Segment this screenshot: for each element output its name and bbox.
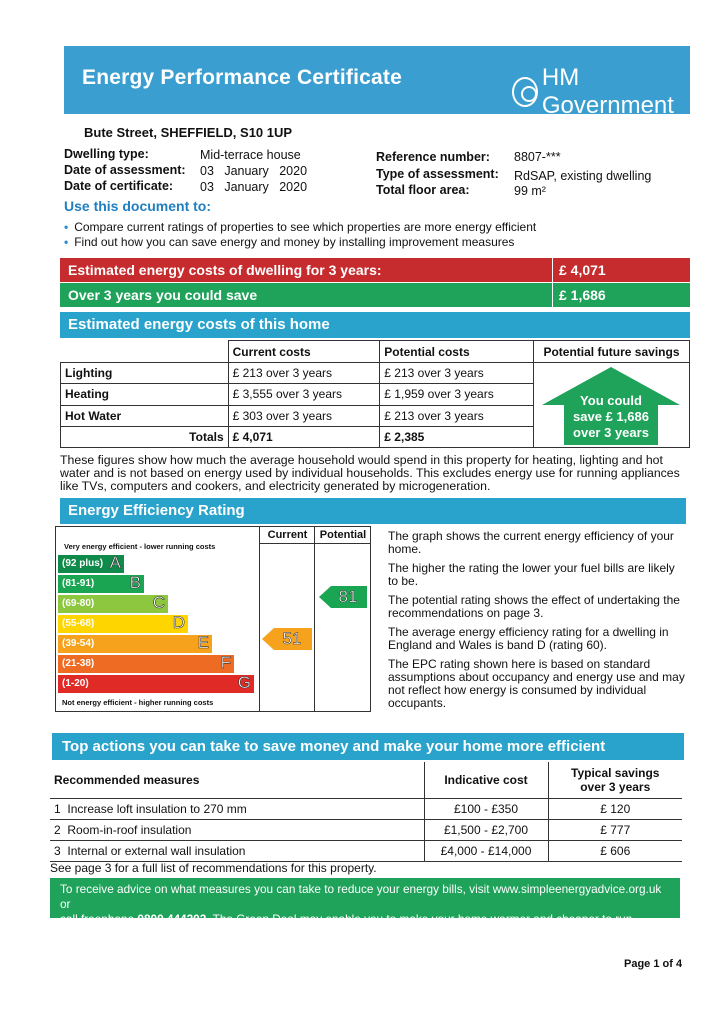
- costs-bar: [60, 258, 552, 282]
- totals-current: £ 4,071: [228, 426, 380, 447]
- rating-paragraph: The higher the rating the lower your fuel bills are likely to be.: [388, 561, 675, 588]
- save-bar: [60, 283, 552, 307]
- row-label: Hot Water: [61, 405, 229, 426]
- band-letter: C: [152, 593, 165, 612]
- rating-chart: [55, 526, 371, 712]
- save-bar-label: Over 3 years you could save: [68, 287, 258, 303]
- advice-line: [60, 912, 670, 927]
- col-savings-line: over 3 years: [580, 779, 651, 794]
- floor-area-label: Total floor area:: [376, 183, 470, 197]
- use-heading: Use this document to:: [64, 198, 212, 214]
- measure-text: Room-in-roof insulation: [67, 822, 192, 837]
- assessment-date-value: 03 January 2020: [200, 164, 308, 178]
- reference-label: Reference number:: [376, 150, 490, 164]
- advice-text: . The Green Deal may enable you to make your home warmer and cheaper to run.: [206, 912, 636, 926]
- potential-cost-cell: £ 213 over 3 years: [380, 405, 534, 426]
- actions-table: [50, 762, 682, 862]
- costs-bar-label: Estimated energy costs of dwelling for 3 years:: [68, 262, 382, 278]
- save-bar-value: £ 1,686: [559, 287, 606, 303]
- rating-band-g: [58, 675, 254, 693]
- chart-divider: [259, 527, 260, 711]
- band-range: (1-20): [62, 678, 89, 689]
- saving-cell: £ 777: [548, 819, 682, 840]
- use-bullet-text: Find out how you can save energy and money by installing improvement measures: [74, 235, 515, 249]
- rating-explanation: [388, 530, 686, 710]
- costs-note: These figures show how much the average household would spend in this property for heating, lighting and hot water and is not based on energy used by individual households. This excludes energy use for running appliances like TVs, computers and cookers, and electricity generated by microgeneration.: [60, 453, 680, 493]
- chart-divider: [259, 543, 371, 544]
- assessment-type-label: Type of assessment:: [376, 167, 499, 181]
- rating-bottom-note: Not energy efficient - higher running costs: [62, 698, 214, 707]
- col-future-savings: Potential future savings: [533, 341, 689, 363]
- measure-cell: [50, 819, 424, 840]
- rating-section-heading: Energy Efficiency Rating: [60, 498, 686, 524]
- col-savings: [548, 762, 682, 798]
- use-bullet-text: Compare current ratings of properties to see which properties are more energy efficient: [74, 220, 537, 234]
- measure-cell: [50, 840, 424, 861]
- row-label: Heating: [61, 384, 229, 405]
- totals-label: Totals: [61, 426, 229, 447]
- potential-rating-value: 81: [338, 587, 358, 606]
- band-letter: E: [197, 633, 209, 652]
- current-cost-cell: £ 3,555 over 3 years: [228, 384, 380, 405]
- page-number: Page 1 of 4: [624, 958, 683, 970]
- rating-paragraph: The EPC rating shown here is based on standard assumptions about occupancy and energy use and may not reflect how energy is consumed by individual occupants.: [388, 657, 685, 710]
- assessment-date-label: Date of assessment:: [64, 163, 186, 177]
- current-rating-value: 51: [282, 629, 302, 648]
- cost-cell: £1,500 - £2,700: [424, 819, 548, 840]
- use-bullet-2: [64, 235, 514, 249]
- measure-text: Internal or external wall insulation: [67, 843, 246, 858]
- floor-area-value: 99 m²: [514, 184, 546, 198]
- use-bullet-1: [64, 220, 536, 234]
- row-label: Lighting: [61, 363, 229, 384]
- future-savings-cell: [533, 363, 689, 448]
- saving-cell: £ 606: [548, 840, 682, 861]
- advice-text: call freephone: [60, 912, 138, 926]
- costs-bar-value-box: [553, 258, 690, 282]
- arrow-line: save £ 1,686: [573, 409, 649, 424]
- band-range: (21-38): [62, 658, 95, 669]
- chart-divider: [314, 527, 315, 711]
- band-letter: F: [220, 653, 231, 672]
- rating-band-e: [58, 635, 212, 653]
- certificate-date-label: Date of certificate:: [64, 179, 174, 193]
- bullet-icon: •: [64, 220, 69, 234]
- current-cost-cell: £ 213 over 3 years: [228, 363, 380, 384]
- header-banner: [64, 46, 690, 119]
- certificate-date-value: 03 January 2020: [200, 180, 308, 194]
- rating-paragraph: The average energy efficiency rating for a dwelling in England and Wales is band D (rating 60).: [388, 625, 669, 652]
- measure-number: 2: [54, 822, 61, 837]
- arrow-line: over 3 years: [573, 425, 649, 440]
- col-cost: Indicative cost: [424, 762, 548, 798]
- band-range: (69-80): [62, 598, 95, 609]
- potential-cost-cell: £ 1,959 over 3 years: [380, 384, 534, 405]
- totals-potential: £ 2,385: [380, 426, 534, 447]
- page-title: Energy Performance Certificate: [82, 66, 402, 89]
- rating-paragraph: The potential rating shows the effect of undertaking the recommendations on page 3.: [388, 593, 680, 620]
- rating-band-d: [58, 615, 188, 633]
- col-measures: Recommended measures: [50, 762, 424, 798]
- band-range: (92 plus): [62, 558, 104, 569]
- advice-box: [50, 878, 680, 926]
- government-logo: [512, 64, 690, 120]
- rating-band-f: [58, 655, 234, 673]
- band-letter: B: [129, 573, 141, 592]
- rating-top-note: Very energy efficient - lower running costs: [64, 542, 216, 551]
- col-current-costs: Current costs: [228, 341, 380, 363]
- band-range: (55-68): [62, 618, 95, 629]
- potential-cost-cell: £ 213 over 3 years: [380, 363, 534, 384]
- rating-col-potential: Potential: [319, 529, 367, 541]
- assessment-type-value: RdSAP, existing dwelling: [514, 169, 652, 183]
- dwelling-type-value: Mid-terrace house: [200, 148, 301, 162]
- measure-number: 1: [54, 801, 61, 816]
- reference-value: 8807-***: [514, 150, 561, 164]
- freephone-number[interactable]: 0800 444202: [137, 912, 207, 926]
- government-name: HM Government: [541, 64, 674, 119]
- rating-paragraph: The graph shows the current energy efficiency of your home.: [388, 529, 674, 556]
- band-range: (81-91): [62, 578, 95, 589]
- band-letter: D: [172, 613, 185, 632]
- arrow-line: You could: [580, 393, 642, 408]
- costs-table: [60, 340, 690, 448]
- advice-line: To receive advice on what measures you can take to reduce your energy bills, visit www.simpleenergyadvice.org.uk or: [60, 882, 662, 911]
- costs-corner: [61, 341, 229, 363]
- current-cost-cell: £ 303 over 3 years: [228, 405, 380, 426]
- royal-crest-icon: [512, 77, 538, 107]
- dwelling-type-label: Dwelling type:: [64, 147, 149, 161]
- band-letter: A: [109, 553, 121, 572]
- band-letter: G: [237, 673, 251, 692]
- rating-band-a: [58, 555, 124, 573]
- costs-section-heading: Estimated energy costs of this home: [60, 312, 690, 338]
- bullet-icon: •: [64, 235, 69, 249]
- measure-text: Increase loft insulation to 270 mm: [67, 801, 247, 816]
- measure-cell: [50, 798, 424, 819]
- rating-col-current: Current: [267, 529, 308, 541]
- col-potential-costs: Potential costs: [380, 341, 534, 363]
- see-page-note: See page 3 for a full list of recommendations for this property.: [50, 861, 377, 875]
- rating-band-c: [58, 595, 168, 613]
- cost-cell: £4,000 - £14,000: [424, 840, 548, 861]
- measure-number: 3: [54, 843, 61, 858]
- actions-section-heading: Top actions you can take to save money and make your home more efficient: [52, 733, 684, 760]
- saving-cell: £ 120: [548, 798, 682, 819]
- col-savings-line: Typical savings: [571, 765, 660, 780]
- savings-arrow-text: [534, 393, 688, 441]
- property-address: Bute Street, SHEFFIELD, S10 1UP: [84, 125, 293, 140]
- costs-bar-value: £ 4,071: [559, 262, 606, 278]
- cost-cell: £100 - £350: [424, 798, 548, 819]
- band-range: (39-54): [62, 638, 95, 649]
- save-bar-value-box: [553, 283, 690, 307]
- rating-band-b: [58, 575, 144, 593]
